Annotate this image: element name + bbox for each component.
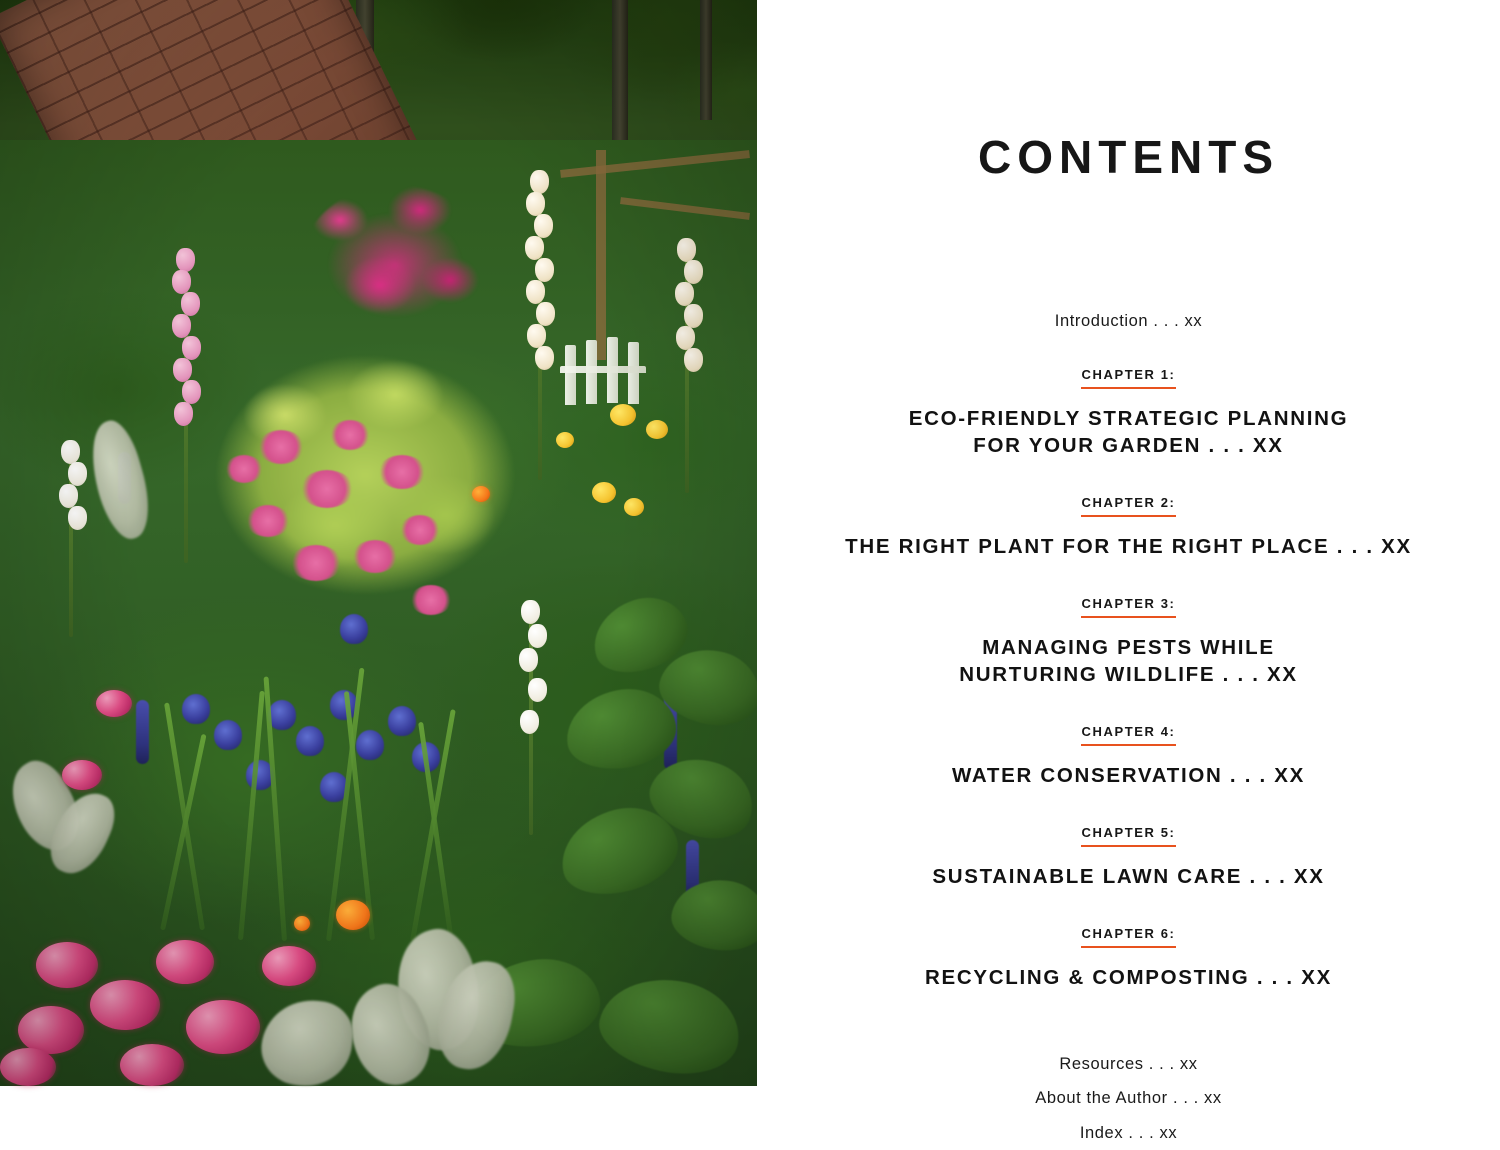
pink-flower-head [186, 1000, 260, 1054]
flower-cluster [290, 545, 342, 581]
page-title: CONTENTS [978, 130, 1279, 183]
flower-cluster [225, 455, 263, 483]
toc-entry-chapter-5 [932, 824, 1324, 890]
garden-photograph [0, 0, 757, 1086]
contents-page [757, 0, 1500, 1142]
pink-flower-head [18, 1006, 84, 1054]
foxglove-spike [672, 238, 706, 488]
orange-flower [472, 486, 490, 502]
chapter-label: CHAPTER 5: [1081, 825, 1175, 847]
trellis-post [596, 150, 606, 360]
front-matter-entry: Introduction . . . xx [1054, 311, 1203, 330]
back-matter-entry: Index . . . xx [1079, 1123, 1178, 1142]
photo-sky-layer [0, 0, 757, 1086]
flower-cluster [300, 470, 354, 508]
flower-cluster [246, 505, 290, 537]
blue-flower-spike [136, 700, 149, 764]
toc-entry-chapter-2 [845, 494, 1412, 560]
flower-cluster [410, 585, 452, 615]
iris-flower [296, 726, 324, 756]
orange-flower [294, 916, 310, 931]
azalea-shrub [300, 185, 490, 350]
pink-flower-head [262, 946, 316, 986]
iris-flower [182, 694, 210, 724]
yellow-flower [624, 498, 644, 516]
flower-cluster [378, 455, 426, 489]
toc-entry-chapter-1 [909, 366, 1349, 459]
chapter-label: CHAPTER 2: [1081, 495, 1175, 517]
chapter-title: SUSTAINABLE LAWN CARE . . . XX [932, 864, 1325, 888]
iris-flower [214, 720, 242, 750]
chapter-label: CHAPTER 1: [1081, 367, 1175, 389]
iris-flower [388, 706, 416, 736]
foxglove-spike [524, 170, 558, 470]
pink-flower-head [0, 1048, 56, 1086]
back-matter-entry: Resources . . . xx [1059, 1055, 1198, 1073]
back-matter-entry: About the Author . . . xx [1035, 1089, 1222, 1108]
toc-entry-chapter-3 [959, 595, 1298, 688]
chapter-title: RECYCLING & COMPOSTING . . . XX [925, 965, 1332, 989]
chapter-title: THE RIGHT PLANT FOR THE RIGHT PLACE . . . XX [845, 534, 1412, 558]
pink-flower-head [36, 942, 98, 988]
chapter-title: WATER CONSERVATION . . . XX [951, 763, 1306, 787]
yellow-flower [556, 432, 574, 448]
foxglove-spike [56, 440, 90, 630]
flower-cluster [352, 540, 398, 573]
iris-flower [356, 730, 384, 760]
iris-flower [340, 614, 368, 644]
tree-trunk [612, 0, 628, 140]
yellow-flower [592, 482, 616, 503]
pink-flower-head [120, 1044, 184, 1086]
chapter-label: CHAPTER 6: [1081, 926, 1175, 948]
yellow-flower [610, 404, 636, 426]
chapter-label: CHAPTER 4: [1081, 724, 1175, 746]
picket-fence-slat [565, 345, 576, 405]
toc-entry-chapter-6 [925, 925, 1332, 991]
iris-flower [268, 700, 296, 730]
chapter-title: ECO-FRIENDLY STRATEGIC PLANNING FOR YOUR GARDEN . . . XX [908, 406, 1349, 457]
pink-flower-head [96, 690, 132, 717]
picket-fence-rail [560, 366, 646, 373]
orange-flower [336, 900, 370, 930]
flower-cluster [330, 420, 370, 450]
back-matter-list [1035, 1047, 1222, 1150]
flower-cluster [258, 430, 304, 464]
toc-entry-chapter-4 [952, 723, 1305, 789]
pink-flower-head [90, 980, 160, 1030]
flower-cluster [400, 515, 440, 545]
tree-trunk [700, 0, 712, 120]
picket-fence-slat [628, 342, 639, 404]
pink-flower-head [62, 760, 102, 790]
yellow-flower [646, 420, 668, 439]
chapter-title: MANAGING PESTS WHILE NURTURING WILDLIFE . . . XX [959, 635, 1298, 686]
foxglove-spike [516, 600, 550, 830]
foxglove-spike [170, 248, 204, 548]
chapter-label: CHAPTER 3: [1081, 596, 1175, 618]
pink-flower-head [156, 940, 214, 984]
